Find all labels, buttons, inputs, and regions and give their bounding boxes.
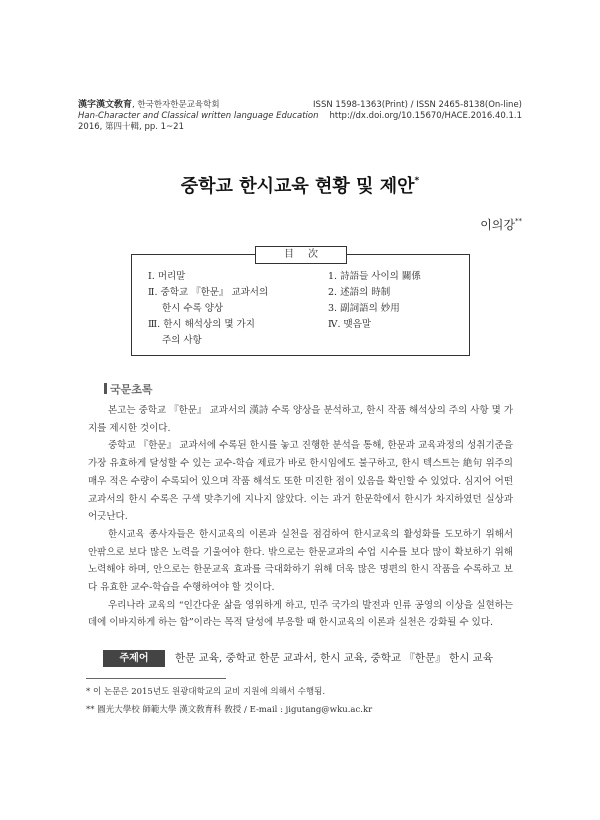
toc-heading: 目次 — [255, 246, 347, 264]
abstract-heading-text: 국문초록 — [110, 383, 153, 396]
toc-item-continuation: 한시 수록 양상 — [162, 303, 224, 314]
toc-item-number: Ⅳ. — [328, 319, 341, 330]
keywords-text: 한문 교육, 중학교 한문 교과서, 한시 교육, 중학교 『한문』 한시 교육 — [175, 652, 493, 664]
footnote-divider — [86, 678, 226, 679]
toc-item — [328, 285, 421, 301]
doi-link[interactable]: http://dx.doi.org/10.15670/HACE.2016.40.1.1 — [329, 111, 522, 121]
toc-item — [328, 317, 421, 333]
toc-item-number: 1. — [328, 271, 338, 282]
keywords-label: 주제어 — [103, 650, 165, 667]
journal-header: 漢字漢文敎育, 한국한자한문교육학회 Han-Character and Classical written language Education 2016, 第四十輯, pp. 1~21 — [78, 100, 319, 132]
abstract-paragraph: 한시교육 종사자들은 한시교육의 이론과 실천을 점검하여 한시교육의 활성화를 도모하기 위해서 안팎으로 보다 많은 노력을 기울여야 한다. 밖으로는 한문교과의 수업 시수를 보다 많이 확보하기 위해 노력해야 하며, 안으로는 한문교육 효과를 극대화하기 위해 더욱 많은 명편의 한시 작품을 수록하고 보다 유효한 교수-학습을 수행하여야 할 것이다. — [88, 528, 513, 594]
abstract-body — [88, 402, 513, 632]
journal-name: 漢字漢文敎育 — [78, 100, 133, 110]
keywords — [103, 650, 513, 667]
paper-title-text: 중학교 한시교육 현황 및 제안 — [180, 176, 415, 197]
toc-item-label: 副詞語의 妙用 — [340, 303, 400, 314]
title-footnote-mark: * — [414, 176, 420, 186]
toc-item-label: 중학교 『한문』 교과서의 — [160, 287, 269, 298]
toc-item-number: Ⅲ. — [148, 319, 161, 330]
journal-english-name: Han-Character and Classical written language Education — [78, 111, 319, 121]
author-name: 이의강 — [480, 218, 515, 232]
toc-item-label: 述語의 時制 — [340, 287, 391, 298]
toc-item — [148, 317, 268, 333]
abstract-paragraph: 본고는 중학교 『한문』 교과서의 漢詩 수록 양상을 분석하고, 한시 작품 해석상의 주의 사항 몇 가지를 제시한 것이다. — [88, 405, 513, 434]
toc-item — [148, 269, 268, 285]
issn: ISSN 1598-1363(Print) / ISSN 2465-8138(On-line) — [313, 100, 522, 110]
society-name: 한국한자한문교육학회 — [137, 100, 220, 110]
toc-item-label: 詩語들 사이의 關係 — [340, 271, 421, 282]
paper-title — [0, 172, 600, 198]
toc-item-number: 3. — [328, 303, 338, 314]
toc-item — [328, 269, 421, 285]
author — [480, 216, 522, 233]
footnote-author-affiliation: ** 圓光大學校 師範大學 漢文敎育科 敎授 / E-mail : jigutang@wku.ac.kr — [86, 705, 373, 715]
toc-item — [148, 285, 268, 301]
abstract-heading — [104, 381, 153, 397]
toc-item — [328, 301, 421, 317]
toc-left-column — [148, 269, 268, 349]
toc-item-number: Ⅰ. — [148, 271, 155, 282]
abstract-paragraph: 우리나라 교육의 “인간다운 삶을 영위하게 하고, 민주 국가의 발전과 인류 공영의 이상을 실현하는 데에 이바지하게 하는 함”이라는 목적 달성에 부응할 때 한시교육의 이론과 실천은 강화될 수 있다. — [88, 599, 513, 629]
toc-item-label: 머리말 — [157, 271, 186, 282]
toc-item-number: 2. — [328, 287, 338, 298]
heading-bar-marker — [104, 383, 107, 394]
publication-info — [313, 100, 522, 122]
author-footnote-mark: ** — [515, 217, 522, 225]
toc-item-number: Ⅱ. — [148, 287, 158, 298]
toc-item-continuation: 주의 사항 — [162, 335, 202, 346]
table-of-contents — [131, 249, 470, 356]
toc-right-column — [328, 269, 421, 333]
toc-item-label: 맺음말 — [343, 319, 372, 330]
abstract-paragraph: 중학교 『한문』 교과서에 수록된 한시를 놓고 진행한 분석을 통해, 한문과 교육과정의 성취기준을 가장 유효하게 달성할 수 있는 교수-학습 제료가 바로 한시임에도 불구하고, 한시 텍스트는 絶句 위주의 매우 적은 수량이 수록되어 있으며 작품 해석도 또한 미진한 점이 있음을 확인할 수 있었다. 심지어 어떤 교과서의 한시 수록은 구색 맞추기에 지나지 않았다. 이는 과거 한문학에서 한시가 차지하였던 실상과 어긋난다. — [88, 440, 513, 523]
toc-item-label: 한시 해석상의 몇 가지 — [163, 319, 255, 330]
issue-info: 2016, 第四十輯, pp. 1~21 — [78, 122, 184, 132]
footnote-funding: * 이 논문은 2015년도 원광대학교의 교비 지원에 의해서 수행됨. — [86, 687, 326, 697]
